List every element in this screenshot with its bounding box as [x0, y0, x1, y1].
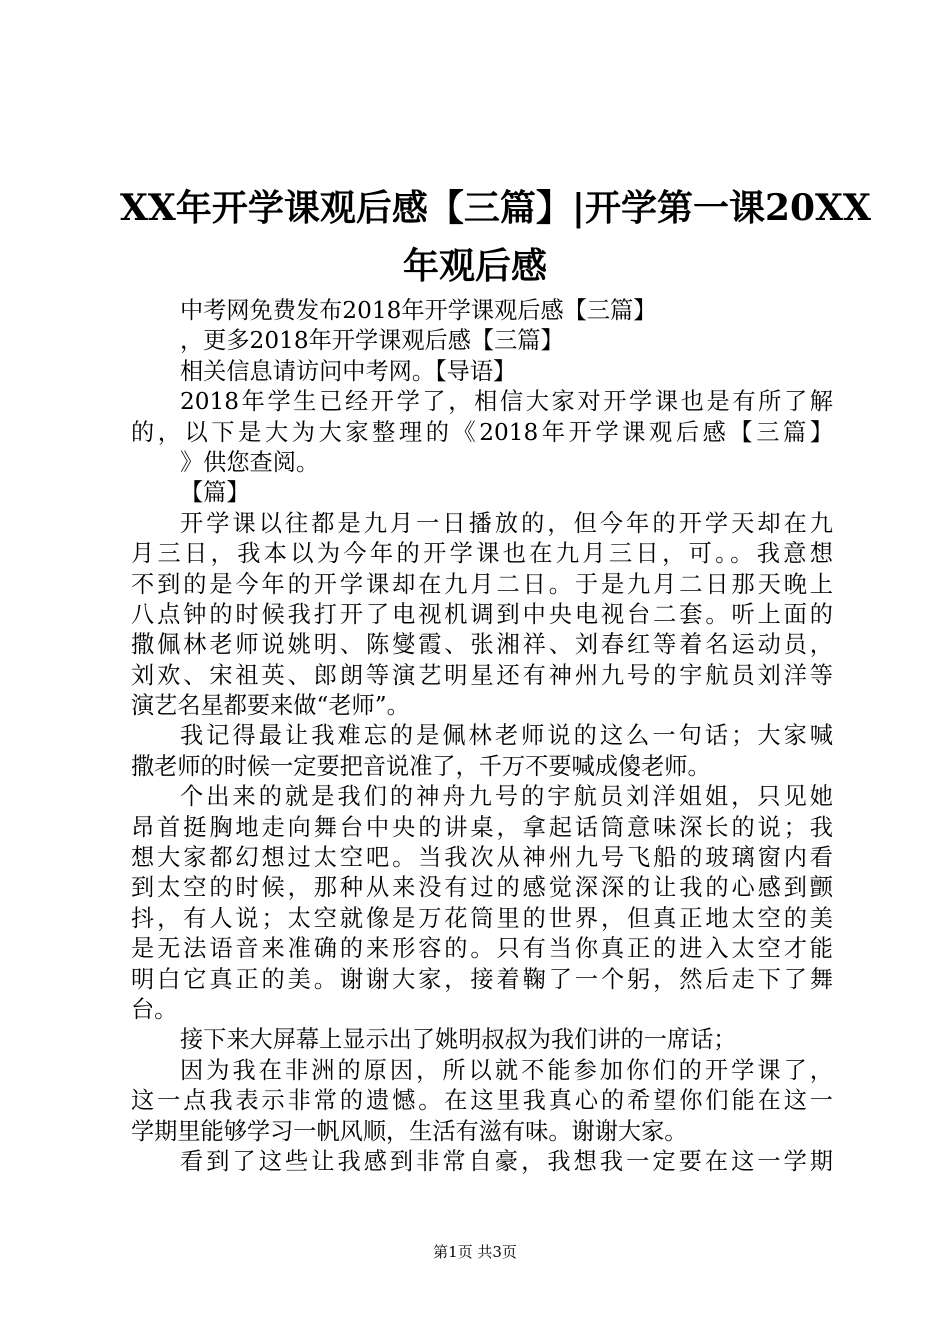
- body-line: 昂首挺胸地走向舞台中央的讲桌，拿起话筒意味深长的说；我: [131, 813, 833, 841]
- body-line: 抖，有人说；太空就像是万花筒里的世界，但真正地太空的美: [131, 904, 833, 932]
- body-line: 不到的是今年的开学课却在九月二日。于是九月二日那天晚上: [131, 570, 833, 598]
- body-line: 学期里能够学习一帆风顺，生活有滋有味。谢谢大家。: [131, 1117, 688, 1145]
- document-title-line-2: 年观后感: [402, 245, 547, 287]
- body-line: 相关信息请访问中考网。【导语】: [180, 357, 517, 385]
- body-line: 刘欢、宋祖英、郎朗等演艺明星还有神州九号的宇航员刘洋等: [131, 661, 833, 689]
- body-line: 开学课以往都是九月一日播放的，但今年的开学天却在九: [180, 509, 833, 537]
- body-line: 撒佩林老师说姚明、陈燮霞、张湘祥、刘春红等着名运动员，: [131, 631, 833, 659]
- body-line: 的，以下是大为大家整理的《2018年开学课观后感【三篇】: [131, 418, 833, 446]
- body-line: 中考网免费发布2018年开学课观后感【三篇】: [180, 297, 657, 324]
- body-line: 八点钟的时候我打开了电视机调到中央电视台二套。听上面的: [131, 600, 833, 628]
- page-footer: 第1页 共3页: [433, 1243, 517, 1261]
- document-body: [131, 296, 833, 1177]
- body-line: 2018年学生已经开学了，相信大家对开学课也是有所了解: [180, 388, 833, 416]
- body-line: 看到了这些让我感到非常自豪，我想我一定要在这一学期: [180, 1147, 833, 1175]
- body-line: ，更多2018年开学课观后感【三篇】: [180, 327, 564, 355]
- body-line: 明白它真正的美。谢谢大家，接着鞠了一个躬，然后走下了舞: [131, 965, 833, 993]
- body-line: 因为我在非洲的原因，所以就不能参加你们的开学课了，: [180, 1056, 833, 1084]
- body-line: 撒老师的时候一定要把音说准了，千万不要喊成傻老师。: [131, 752, 711, 780]
- body-line: 个出来的就是我们的神舟九号的宇航员刘洋姐姐，只见她: [180, 783, 833, 811]
- body-line: 台。: [131, 995, 178, 1023]
- body-line: 到太空的时候，那种从来没有过的感觉深深的让我的心感到颤: [131, 874, 833, 902]
- body-line: 【篇】: [180, 479, 250, 507]
- document-title-line-1: XX年开学课观后感【三篇】|开学第一课20XX: [120, 187, 871, 229]
- body-line: 演艺名星都要来做“老师”。: [131, 692, 410, 720]
- body-line: 这一点我表示非常的遗憾。在这里我真心的希望你们能在这一: [131, 1087, 833, 1115]
- body-line: 是无法语音来准确的来形容的。只有当你真正的进入太空才能: [131, 935, 833, 963]
- body-line: 接下来大屏幕上显示出了姚明叔叔为我们讲的一席话；: [180, 1026, 737, 1054]
- body-line: 月三日，我本以为今年的开学课也在九月三日，可。。我意想: [131, 540, 833, 568]
- body-line: 想大家都幻想过太空吧。当我次从神州九号飞船的玻璃窗内看: [131, 844, 833, 872]
- body-line: 我记得最让我难忘的是佩林老师说的这么一句话；大家喊: [180, 722, 833, 750]
- body-line: 》供您查阅。: [180, 448, 320, 476]
